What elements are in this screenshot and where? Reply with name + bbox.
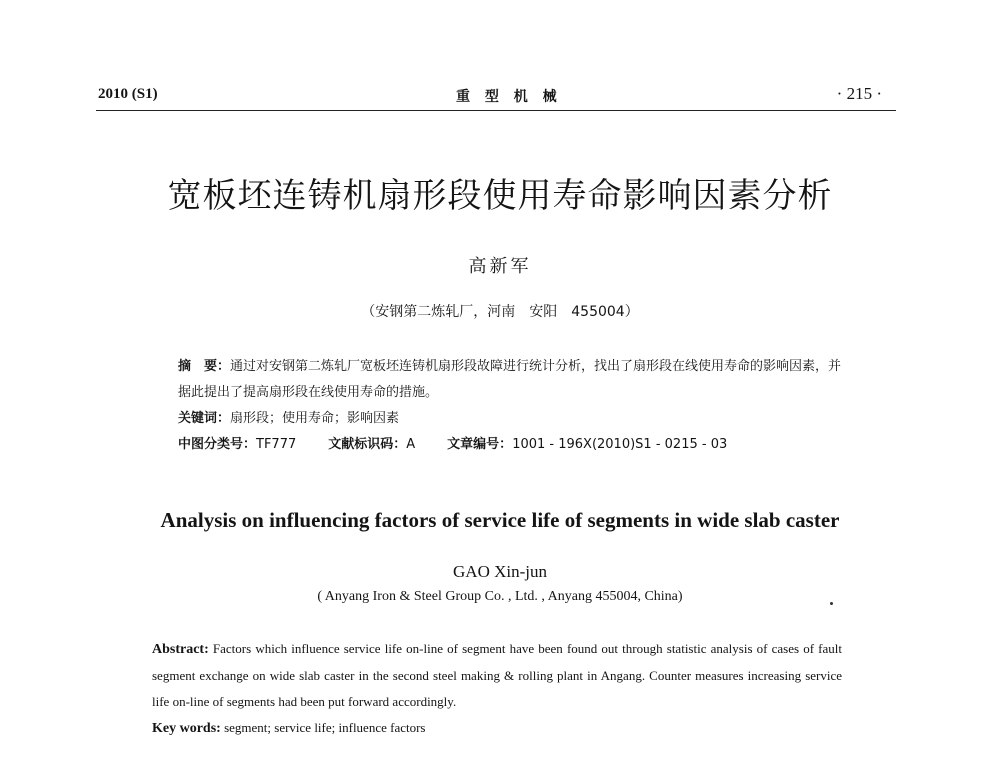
article-no-value: 1001 - 196X(2010)S1 - 0215 - 03 [512,437,728,452]
en-abstract-label: Abstract: [152,642,209,657]
journal-name: 重 型 机 械 [456,89,562,105]
en-keywords-text: segment; service life; influence factors [220,720,426,735]
article-no-label: 文章编号： [447,437,513,452]
cn-keywords [152,406,846,432]
en-author: GAO Xin-jun [453,562,547,581]
cn-abstract [152,354,846,406]
header-rule [96,110,896,111]
cn-abstract-block [152,354,846,458]
en-affiliation: ( Anyang Iron & Steel Group Co. , Ltd. , Anyang 455004, China) [317,589,683,604]
cn-title: 宽板坯连铸机扇形段使用寿命影响因素分析 [167,176,833,216]
page-number: · 215 · [836,84,882,103]
cn-abstract-text: 通过对安钢第二炼轧厂宽板坯连铸机扇形段故障进行统计分析，找出了扇形段在线使用寿命的影响因素，并据此提出了提高扇形段在线使用寿命的措施。 [178,359,842,400]
running-header [96,84,896,108]
cn-keywords-label: 关键词： [178,411,231,426]
cn-author: 高新军 [468,256,532,277]
clc-value: TF777 [256,437,297,452]
en-keywords-label: Key words: [152,721,221,736]
cn-classification-line [152,432,846,458]
cn-keywords-text: 扇形段；使用寿命；影响因素 [230,411,400,426]
cn-abstract-label: 摘 要： [178,359,231,374]
en-abstract-block [152,636,842,742]
en-abstract-text: Factors which influence service life on-line of segment have been found out through statistic analysis of cases of fault segment exchange on wide slab caster in the second steel making & rolling plant in Angang. Counter measures increasing service life on-line of segments had been put forward accordingly. [152,641,842,709]
doc-code-label: 文献标识码： [328,437,407,452]
en-title: Analysis on influencing factors of service life of segments in wide slab caster [160,508,840,532]
issue-label: 2010 (S1) [98,86,158,102]
en-keywords [152,715,842,742]
clc-label: 中图分类号： [178,437,257,452]
scan-speck [830,602,833,605]
doc-code-value: A [406,437,416,452]
cn-affiliation: （安钢第二炼轧厂，河南 安阳 455004） [361,304,639,320]
en-abstract [152,636,842,715]
